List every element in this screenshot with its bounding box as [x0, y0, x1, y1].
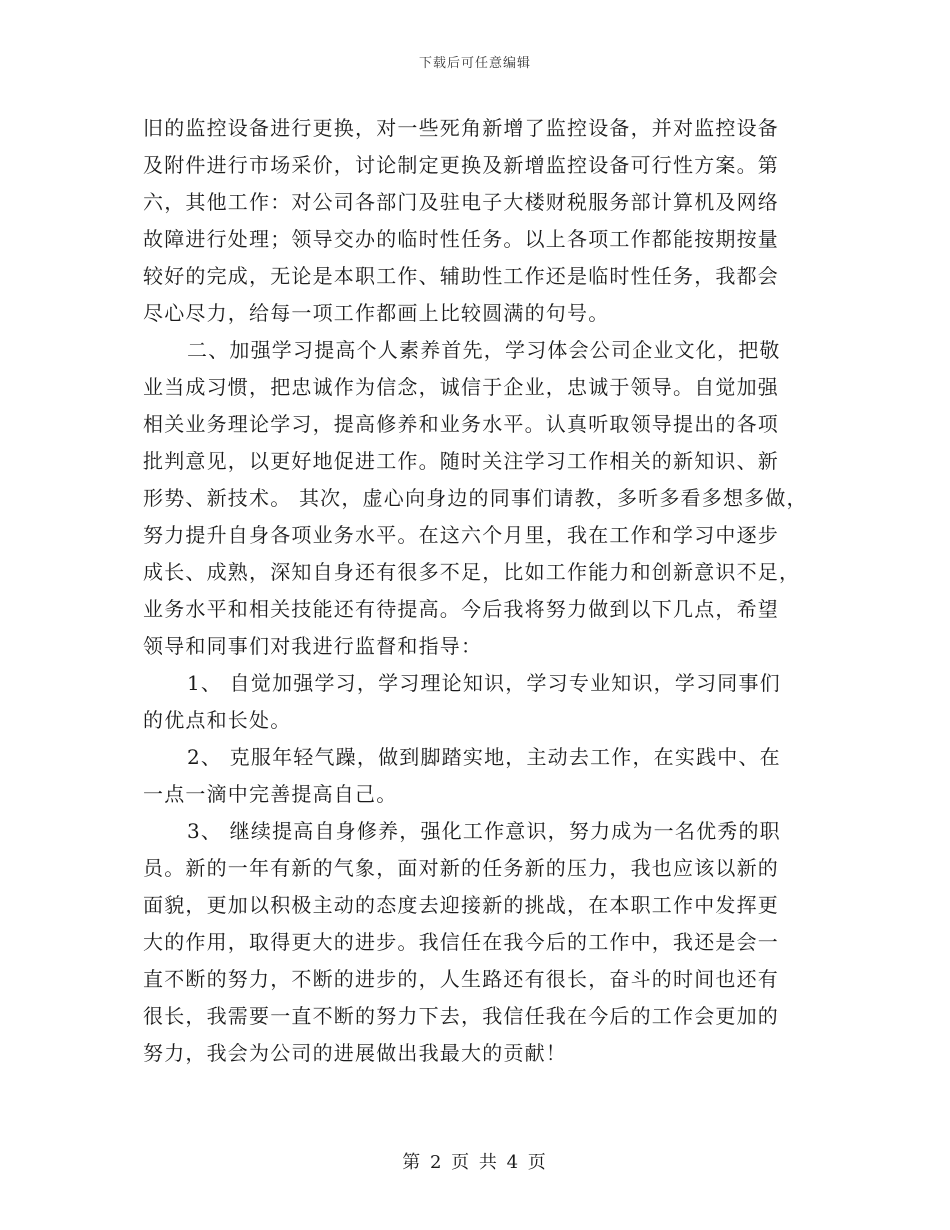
- text-line: 大的作用，取得更大的进步。我信任在我今后的工作中，我还是会一: [143, 930, 779, 954]
- text-line: 形势、新技术。 其次，虚心向身边的同事们请教，多听多看多想多做，: [143, 486, 808, 510]
- text-line: 成长、成熟，深知自身还有很多不足，比如工作能力和创新意识不足，: [143, 560, 801, 584]
- text-line: 故障进行处理；领导交办的临时性任务。以上各项工作都能按期按量: [143, 227, 779, 251]
- text-line: 努力提升自身各项业务水平。在这六个月里，我在工作和学习中逐步: [143, 523, 779, 547]
- text-line: 2、 克服年轻气躁，做到脚踏实地，主动去工作，在实践中、在: [187, 745, 781, 769]
- page-number: 第 2 页 共 4 页: [402, 1152, 548, 1173]
- text-line: 较好的完成，无论是本职工作、辅助性工作还是临时性任务，我都会: [143, 264, 779, 288]
- text-line: 相关业务理论学习，提高修养和业务水平。认真听取领导提出的各项: [143, 412, 779, 436]
- text-line: 六，其他工作：对公司各部门及驻电子大楼财税服务部计算机及网络: [143, 190, 779, 214]
- text-line: 的优点和长处。: [143, 708, 292, 732]
- body-text: [143, 110, 808, 1072]
- text-line: 一点一滴中完善提高自己。: [143, 782, 398, 806]
- text-line: 3、 继续提高自身修养，强化工作意识，努力成为一名优秀的职: [187, 819, 781, 843]
- text-line: 员。新的一年有新的气象，面对新的任务新的压力，我也应该以新的: [143, 856, 779, 880]
- text-line: 1、 自觉加强学习，学习理论知识，学习专业知识，学习同事们: [187, 671, 781, 695]
- text-line: 二、加强学习提高个人素养首先，学习体会公司企业文化，把敬: [187, 338, 781, 362]
- text-line: 及附件进行市场采价，讨论制定更换及新增监控设备可行性方案。第: [143, 153, 779, 177]
- text-line: 领导和同事们对我进行监督和指导：: [143, 634, 483, 658]
- text-line: 很长，我需要一直不断的努力下去，我信任我在今后的工作会更加的: [143, 1004, 779, 1028]
- text-line: 批判意见，以更好地促进工作。随时关注学习工作相关的新知识、新: [143, 449, 779, 473]
- text-line: 旧的监控设备进行更换，对一些死角新增了监控设备，并对监控设备: [143, 116, 779, 140]
- text-line: 面貌，更加以积极主动的态度去迎接新的挑战，在本职工作中发挥更: [143, 893, 779, 917]
- text-line: 直不断的努力，不断的进步的，人生路还有很长，奋斗的时间也还有: [143, 967, 779, 991]
- text-line: 尽心尽力，给每一项工作都画上比较圆满的句号。: [143, 301, 610, 325]
- text-line: 业务水平和相关技能还有待提高。今后我将努力做到以下几点，希望: [143, 597, 779, 621]
- text-line: 努力，我会为公司的进展做出我最大的贡献！: [143, 1041, 567, 1065]
- text-line: 业当成习惯，把忠诚作为信念，诚信于企业，忠诚于领导。自觉加强: [143, 375, 779, 399]
- header-note: 下载后可任意编辑: [418, 56, 531, 71]
